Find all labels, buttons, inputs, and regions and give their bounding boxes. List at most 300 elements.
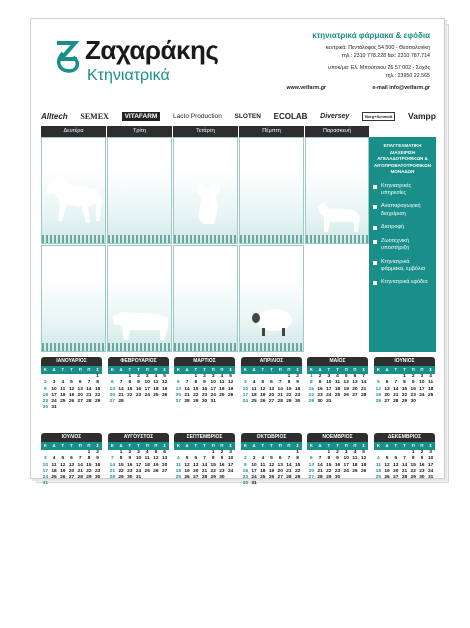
calendar-day[interactable]: 15: [118, 462, 124, 468]
calendar-day[interactable]: 24: [427, 468, 434, 474]
calendar-day[interactable]: 27: [193, 475, 199, 481]
calendar-day[interactable]: 1: [128, 374, 132, 379]
calendar-day[interactable]: 28: [86, 399, 92, 405]
calendar-day[interactable]: 25: [144, 468, 150, 474]
calendar-day[interactable]: 14: [109, 462, 116, 468]
calendar-day[interactable]: 16: [94, 462, 101, 468]
calendar-day[interactable]: 3: [145, 374, 149, 379]
calendar-day[interactable]: 19: [161, 386, 168, 392]
calendar-day[interactable]: 20: [68, 468, 75, 474]
calendar-day[interactable]: 25: [375, 475, 382, 481]
calendar-day[interactable]: 16: [135, 386, 142, 392]
calendar-day[interactable]: 20: [109, 392, 116, 398]
calendar-day[interactable]: 17: [242, 392, 249, 398]
calendar-day[interactable]: 2: [137, 374, 140, 379]
calendar-day[interactable]: 30: [410, 399, 416, 405]
calendar-day[interactable]: 8: [327, 456, 331, 462]
calendar-day[interactable]: 15: [410, 462, 416, 468]
calendar-day[interactable]: 3: [137, 450, 140, 455]
calendar-day[interactable]: 9: [411, 380, 415, 386]
calendar-day[interactable]: 6: [78, 380, 82, 386]
calendar-day[interactable]: 8: [411, 456, 415, 462]
calendar-day[interactable]: 15: [94, 386, 101, 392]
calendar-day[interactable]: 17: [51, 392, 57, 398]
calendar-day[interactable]: 14: [201, 462, 208, 468]
calendar-day[interactable]: 22: [326, 468, 332, 474]
calendar-day[interactable]: 20: [352, 386, 358, 392]
calendar-day[interactable]: 24: [326, 392, 332, 398]
calendar-day[interactable]: 11: [251, 386, 257, 392]
day-cell[interactable]: [41, 137, 106, 244]
calendar-day[interactable]: 27: [68, 475, 75, 481]
calendar-day[interactable]: 23: [242, 475, 249, 481]
calendar-day[interactable]: 10: [251, 462, 257, 468]
calendar-day[interactable]: 1: [310, 374, 313, 379]
calendar-day[interactable]: 3: [344, 450, 348, 455]
calendar-day[interactable]: 2: [420, 450, 424, 455]
calendar-day[interactable]: 17: [427, 462, 434, 468]
calendar-day[interactable]: 21: [277, 392, 283, 398]
calendar-day[interactable]: 2: [128, 450, 132, 455]
calendar-day[interactable]: 14: [360, 380, 367, 386]
calendar-day[interactable]: 25: [153, 392, 159, 398]
calendar-day[interactable]: 10: [210, 380, 216, 386]
calendar-day[interactable]: 12: [384, 462, 390, 468]
calendar-day[interactable]: 29: [86, 475, 92, 481]
day-cell[interactable]: [173, 245, 238, 352]
calendar-day[interactable]: 12: [161, 380, 168, 386]
calendar-day[interactable]: 12: [268, 462, 275, 468]
calendar-day[interactable]: 7: [362, 374, 365, 379]
calendar-day[interactable]: 20: [277, 468, 283, 474]
calendar-day[interactable]: 16: [410, 386, 416, 392]
calendar-day[interactable]: 4: [220, 374, 224, 379]
calendar-day[interactable]: 11: [175, 462, 181, 468]
calendar-day[interactable]: 29: [286, 399, 292, 405]
calendar-day[interactable]: 15: [286, 386, 292, 392]
day-cell[interactable]: [305, 137, 369, 244]
calendar-day[interactable]: 7: [87, 380, 91, 386]
calendar-day[interactable]: 29: [118, 475, 124, 481]
calendar-day[interactable]: 13: [308, 462, 315, 468]
calendar-day[interactable]: 28: [201, 475, 208, 481]
calendar-day[interactable]: 26: [268, 475, 275, 481]
calendar-day[interactable]: 21: [118, 392, 124, 398]
calendar-day[interactable]: 29: [410, 475, 416, 481]
calendar-day[interactable]: 21: [201, 468, 208, 474]
calendar-day[interactable]: 5: [185, 456, 189, 462]
calendar-day[interactable]: 16: [201, 386, 208, 392]
calendar-day[interactable]: 16: [294, 386, 301, 392]
calendar-day[interactable]: 12: [184, 462, 190, 468]
calendar-day[interactable]: 13: [175, 386, 182, 392]
calendar-day[interactable]: 14: [184, 386, 190, 392]
calendar-day[interactable]: 4: [52, 456, 56, 462]
calendar-day[interactable]: 3: [229, 450, 232, 455]
calendar-day[interactable]: 11: [60, 386, 66, 392]
calendar-day[interactable]: 25: [175, 475, 182, 481]
calendar-day[interactable]: 27: [268, 399, 275, 405]
calendar-day[interactable]: 7: [203, 456, 206, 462]
calendar-day[interactable]: 20: [175, 392, 182, 398]
calendar-day[interactable]: 18: [334, 386, 341, 392]
calendar-day[interactable]: 4: [353, 450, 357, 455]
calendar-day[interactable]: 4: [429, 374, 432, 379]
calendar-day[interactable]: 6: [278, 456, 282, 462]
calendar-day[interactable]: 17: [42, 468, 49, 474]
calendar-day[interactable]: 13: [193, 462, 199, 468]
calendar-day[interactable]: 17: [419, 386, 425, 392]
calendar-day[interactable]: 13: [161, 456, 168, 462]
calendar-day[interactable]: 29: [94, 399, 101, 405]
calendar-day[interactable]: 4: [61, 380, 65, 386]
calendar-day[interactable]: 8: [296, 456, 299, 462]
calendar-day[interactable]: 17: [227, 462, 234, 468]
calendar-day[interactable]: 9: [44, 386, 47, 392]
calendar-day[interactable]: 1: [327, 450, 331, 455]
calendar-day[interactable]: 25: [251, 399, 257, 405]
calendar-day[interactable]: 21: [317, 468, 323, 474]
calendar-day[interactable]: 14: [393, 386, 399, 392]
calendar-day[interactable]: 21: [77, 468, 83, 474]
calendar-day[interactable]: 15: [294, 462, 301, 468]
calendar-day[interactable]: 11: [153, 380, 159, 386]
calendar-day[interactable]: 11: [260, 462, 266, 468]
calendar-day[interactable]: 23: [94, 468, 101, 474]
calendar-day[interactable]: 15: [210, 462, 216, 468]
calendar-day[interactable]: 30: [419, 475, 425, 481]
calendar-day[interactable]: 2: [220, 450, 224, 455]
calendar-day[interactable]: 24: [51, 399, 57, 405]
calendar-day[interactable]: 8: [194, 380, 198, 386]
calendar-day[interactable]: 18: [251, 392, 257, 398]
calendar-day[interactable]: 22: [401, 392, 408, 398]
calendar-day[interactable]: 4: [145, 450, 149, 455]
calendar-day[interactable]: 17: [135, 462, 142, 468]
calendar-day[interactable]: 18: [427, 386, 434, 392]
calendar-day[interactable]: 29: [326, 475, 332, 481]
calendar-day[interactable]: 31: [210, 399, 216, 405]
calendar-day[interactable]: 23: [334, 468, 341, 474]
day-cell[interactable]: [239, 137, 304, 244]
calendar-day[interactable]: 9: [96, 456, 99, 462]
calendar-day[interactable]: 4: [154, 374, 158, 379]
calendar-day[interactable]: 8: [211, 456, 215, 462]
calendar-day[interactable]: 21: [393, 392, 399, 398]
calendar-day[interactable]: 18: [153, 386, 159, 392]
calendar-day[interactable]: 19: [384, 468, 390, 474]
calendar-day[interactable]: 20: [308, 468, 315, 474]
calendar-day[interactable]: 1: [287, 374, 291, 379]
calendar-day[interactable]: 3: [211, 374, 215, 379]
calendar-day[interactable]: 23: [219, 468, 225, 474]
calendar-day[interactable]: 21: [360, 386, 367, 392]
calendar-day[interactable]: 22: [286, 392, 292, 398]
calendar-day[interactable]: 22: [127, 392, 133, 398]
calendar-day[interactable]: 5: [70, 380, 73, 386]
calendar-day[interactable]: 3: [252, 456, 256, 462]
calendar-day[interactable]: 10: [326, 380, 332, 386]
calendar-day[interactable]: 30: [42, 405, 49, 411]
calendar-day[interactable]: 16: [219, 462, 225, 468]
calendar-day[interactable]: 20: [268, 392, 275, 398]
calendar-day[interactable]: 19: [360, 462, 367, 468]
calendar-day[interactable]: 5: [377, 380, 380, 386]
calendar-day[interactable]: 26: [375, 399, 382, 405]
calendar-day[interactable]: 28: [393, 399, 399, 405]
calendar-day[interactable]: 5: [61, 456, 65, 462]
calendar-day[interactable]: 30: [127, 475, 133, 481]
calendar-day[interactable]: 19: [68, 392, 75, 398]
calendar-day[interactable]: 27: [352, 392, 358, 398]
calendar-day[interactable]: 5: [154, 450, 158, 455]
calendar-day[interactable]: 19: [343, 386, 349, 392]
calendar-day[interactable]: 2: [411, 374, 415, 379]
calendar-day[interactable]: 23: [201, 392, 208, 398]
calendar-day[interactable]: 5: [163, 374, 166, 379]
calendar-day[interactable]: 6: [177, 380, 180, 386]
calendar-day[interactable]: 29: [401, 399, 408, 405]
calendar-day[interactable]: 7: [278, 380, 282, 386]
calendar-day[interactable]: 7: [78, 456, 82, 462]
calendar-day[interactable]: 26: [384, 475, 390, 481]
calendar-day[interactable]: 17: [326, 386, 332, 392]
calendar-day[interactable]: 23: [135, 392, 142, 398]
calendar-day[interactable]: 24: [419, 392, 425, 398]
calendar-day[interactable]: 28: [277, 399, 283, 405]
calendar-day[interactable]: 20: [193, 468, 199, 474]
calendar-day[interactable]: 26: [227, 392, 234, 398]
calendar-day[interactable]: 2: [296, 374, 299, 379]
calendar-day[interactable]: 7: [119, 380, 123, 386]
calendar-day[interactable]: 16: [419, 462, 425, 468]
calendar-day[interactable]: 2: [244, 456, 247, 462]
calendar-day[interactable]: 3: [429, 450, 432, 455]
calendar-day[interactable]: 31: [51, 405, 57, 411]
calendar-day[interactable]: 4: [252, 380, 256, 386]
calendar-day[interactable]: 27: [393, 475, 399, 481]
calendar-day[interactable]: 3: [327, 374, 331, 379]
calendar-day[interactable]: 14: [277, 386, 283, 392]
calendar-day[interactable]: 26: [68, 399, 75, 405]
calendar-day[interactable]: 9: [296, 380, 299, 386]
calendar-day[interactable]: 27: [175, 399, 182, 405]
calendar-day[interactable]: 9: [336, 456, 339, 462]
calendar-day[interactable]: 21: [109, 468, 116, 474]
calendar-day[interactable]: 22: [410, 468, 416, 474]
calendar-day[interactable]: 24: [42, 475, 49, 481]
calendar-day[interactable]: 23: [127, 468, 133, 474]
calendar-day[interactable]: 9: [128, 456, 132, 462]
calendar-day[interactable]: 4: [177, 456, 180, 462]
calendar-day[interactable]: 10: [135, 456, 142, 462]
calendar-day[interactable]: 19: [227, 386, 234, 392]
calendar-day[interactable]: 1: [119, 450, 123, 455]
calendar-day[interactable]: 23: [317, 392, 323, 398]
calendar-day[interactable]: 28: [109, 475, 116, 481]
calendar-day[interactable]: 20: [384, 392, 390, 398]
calendar-day[interactable]: 23: [294, 392, 301, 398]
calendar-day[interactable]: 10: [42, 462, 49, 468]
calendar-day[interactable]: 9: [420, 456, 424, 462]
calendar-day[interactable]: 8: [119, 456, 123, 462]
calendar-day[interactable]: 19: [184, 468, 190, 474]
calendar-day[interactable]: 28: [317, 475, 323, 481]
calendar-day[interactable]: 14: [401, 462, 408, 468]
calendar-day[interactable]: 25: [334, 392, 341, 398]
calendar-day[interactable]: 12: [68, 386, 75, 392]
calendar-day[interactable]: 11: [352, 456, 358, 462]
calendar-day[interactable]: 7: [287, 456, 291, 462]
calendar-day[interactable]: 18: [260, 468, 266, 474]
calendar-day[interactable]: 22: [294, 468, 301, 474]
calendar-day[interactable]: 27: [277, 475, 283, 481]
calendar-day[interactable]: 31: [427, 475, 434, 481]
calendar-day[interactable]: 6: [385, 380, 389, 386]
calendar-day[interactable]: 1: [411, 450, 415, 455]
calendar-day[interactable]: 14: [317, 462, 323, 468]
calendar-day[interactable]: 17: [144, 386, 150, 392]
day-cell[interactable]: [107, 137, 172, 244]
calendar-day[interactable]: 5: [362, 450, 365, 455]
calendar-day[interactable]: 13: [109, 386, 116, 392]
calendar-day[interactable]: 12: [227, 380, 234, 386]
calendar-day[interactable]: 2: [44, 380, 47, 386]
calendar-day[interactable]: 28: [401, 475, 408, 481]
calendar-day[interactable]: 23: [42, 399, 49, 405]
calendar-day[interactable]: 13: [77, 386, 83, 392]
calendar-day[interactable]: 22: [210, 468, 216, 474]
calendar-day[interactable]: 11: [375, 462, 381, 468]
calendar-day[interactable]: 26: [161, 392, 168, 398]
calendar-day[interactable]: 4: [377, 456, 380, 462]
calendar-day[interactable]: 24: [135, 468, 142, 474]
calendar-day[interactable]: 16: [127, 462, 133, 468]
calendar-day[interactable]: 17: [251, 468, 257, 474]
calendar-day[interactable]: 28: [286, 475, 292, 481]
calendar-day[interactable]: 17: [210, 386, 216, 392]
calendar-day[interactable]: 1: [194, 374, 198, 379]
calendar-day[interactable]: 25: [60, 399, 66, 405]
calendar-day[interactable]: 9: [137, 380, 140, 386]
calendar-day[interactable]: 27: [77, 399, 83, 405]
calendar-day[interactable]: 11: [51, 462, 57, 468]
calendar-day[interactable]: 10: [419, 380, 425, 386]
day-cell[interactable]: [107, 245, 172, 352]
calendar-day[interactable]: 25: [352, 468, 358, 474]
calendar-day[interactable]: 1: [96, 374, 99, 379]
calendar-day[interactable]: 18: [175, 468, 182, 474]
calendar-day[interactable]: 21: [401, 468, 408, 474]
calendar-day[interactable]: 10: [51, 386, 57, 392]
calendar-day[interactable]: 13: [68, 462, 75, 468]
calendar-day[interactable]: 13: [393, 462, 399, 468]
calendar-day[interactable]: 26: [360, 468, 367, 474]
calendar-day[interactable]: 21: [184, 392, 190, 398]
calendar-day[interactable]: 26: [260, 399, 266, 405]
calendar-day[interactable]: 23: [410, 392, 416, 398]
calendar-day[interactable]: 21: [86, 392, 92, 398]
calendar-day[interactable]: 15: [86, 462, 92, 468]
calendar-day[interactable]: 6: [70, 456, 73, 462]
calendar-day[interactable]: 21: [286, 468, 292, 474]
calendar-day[interactable]: 8: [310, 380, 313, 386]
calendar-day[interactable]: 29: [294, 475, 301, 481]
calendar-day[interactable]: 24: [242, 399, 249, 405]
calendar-day[interactable]: 24: [210, 392, 216, 398]
calendar-day[interactable]: 24: [343, 468, 349, 474]
calendar-day[interactable]: 10: [427, 456, 434, 462]
calendar-day[interactable]: 27: [161, 468, 168, 474]
calendar-day[interactable]: 25: [427, 392, 434, 398]
calendar-day[interactable]: 10: [144, 380, 150, 386]
calendar-day[interactable]: 26: [60, 475, 66, 481]
calendar-day[interactable]: 18: [375, 468, 382, 474]
calendar-day[interactable]: 26: [184, 475, 190, 481]
calendar-day[interactable]: 25: [51, 475, 57, 481]
calendar-day[interactable]: 11: [428, 380, 434, 386]
calendar-day[interactable]: 28: [118, 399, 124, 405]
calendar-day[interactable]: 8: [87, 456, 91, 462]
calendar-day[interactable]: 9: [203, 380, 206, 386]
calendar-day[interactable]: 7: [318, 456, 322, 462]
calendar-day[interactable]: 15: [308, 386, 315, 392]
day-cell[interactable]: [239, 245, 304, 352]
calendar-day[interactable]: 20: [77, 392, 83, 398]
calendar-day[interactable]: 29: [210, 475, 216, 481]
calendar-day[interactable]: 12: [153, 456, 159, 462]
calendar-day[interactable]: 9: [244, 462, 247, 468]
calendar-day[interactable]: 15: [193, 386, 199, 392]
calendar-day[interactable]: 5: [261, 380, 265, 386]
calendar-day[interactable]: 16: [317, 386, 323, 392]
calendar-day[interactable]: 16: [242, 468, 249, 474]
calendar-day[interactable]: 3: [420, 374, 424, 379]
calendar-day[interactable]: 6: [353, 374, 357, 379]
calendar-day[interactable]: 27: [384, 399, 390, 405]
calendar-day[interactable]: 13: [268, 386, 275, 392]
calendar-day[interactable]: 2: [203, 374, 206, 379]
calendar-day[interactable]: 11: [334, 380, 341, 386]
calendar-day[interactable]: 19: [260, 392, 266, 398]
calendar-day[interactable]: 8: [128, 380, 132, 386]
calendar-day[interactable]: 30: [219, 475, 225, 481]
calendar-day[interactable]: 15: [127, 386, 133, 392]
calendar-day[interactable]: 2: [336, 450, 339, 455]
calendar-day[interactable]: 6: [394, 456, 398, 462]
calendar-day[interactable]: 22: [86, 468, 92, 474]
calendar-day[interactable]: 3: [44, 456, 47, 462]
calendar-day[interactable]: 26: [343, 392, 349, 398]
calendar-day[interactable]: 31: [251, 481, 257, 487]
calendar-day[interactable]: 22: [118, 468, 124, 474]
calendar-day[interactable]: 14: [86, 386, 92, 392]
calendar-day[interactable]: 10: [227, 456, 234, 462]
calendar-day[interactable]: 18: [144, 462, 150, 468]
calendar-day[interactable]: 5: [270, 456, 273, 462]
calendar-day[interactable]: 30: [201, 399, 208, 405]
calendar-day[interactable]: 12: [60, 462, 66, 468]
calendar-day[interactable]: 17: [343, 462, 349, 468]
calendar-day[interactable]: 10: [343, 456, 349, 462]
calendar-day[interactable]: 30: [334, 475, 341, 481]
calendar-day[interactable]: 30: [242, 481, 249, 487]
calendar-day[interactable]: 3: [244, 380, 247, 386]
calendar-day[interactable]: 15: [401, 386, 408, 392]
calendar-day[interactable]: 16: [334, 462, 341, 468]
calendar-day[interactable]: 19: [268, 468, 275, 474]
calendar-day[interactable]: 6: [310, 456, 313, 462]
